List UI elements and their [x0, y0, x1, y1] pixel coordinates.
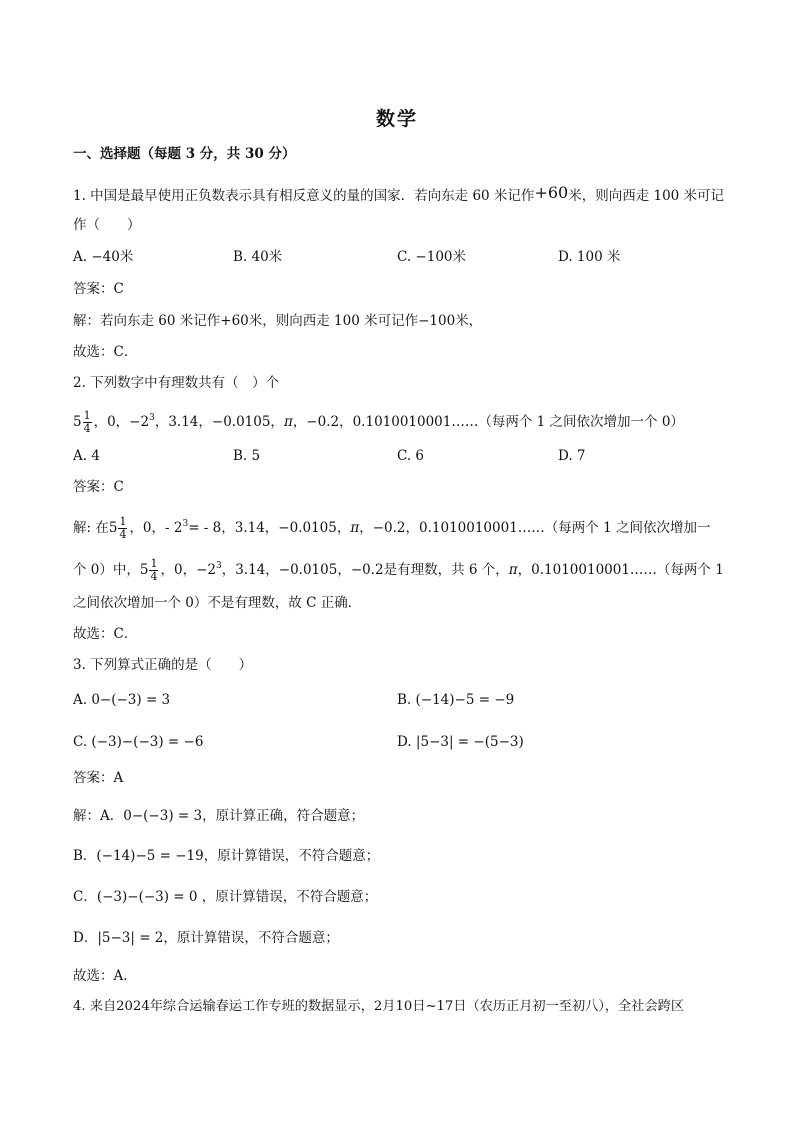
- q2-sol2-text-d: ，0.1010010001……（每两个 1: [517, 562, 724, 578]
- q1-stem-text: 1. 中国是最早使用正负数表示具有相反意义的量的国家．若向东走 60 米记作: [73, 188, 535, 204]
- q2-sol1-exponent: 3: [182, 519, 189, 529]
- q3-conclusion: 故选：A．: [73, 968, 137, 984]
- q2-sol2-exponent: 3: [215, 561, 222, 571]
- q2-number-list: [73, 404, 722, 436]
- q2-sol1-mixed-whole: 5: [108, 520, 118, 536]
- q2-sol1-denominator: 4: [119, 528, 127, 541]
- q3-option-a: A. 0−(−3) = 3: [73, 692, 171, 708]
- q2-sol2-text-c: ，3.14，−0.0105，−0.2是有理数，共 6 个，: [221, 562, 509, 578]
- q2-option-c: C. 6: [397, 448, 425, 464]
- q2-list-text-b: ，3.14，−0.0105，: [154, 414, 284, 430]
- q2-solution-line-1: [73, 510, 722, 542]
- q3-stem: 3. 下列算式正确的是（ ）: [73, 657, 253, 673]
- q2-fraction: [83, 410, 92, 435]
- q2-sol1-text-c: = - 8，3.14，−0.0105，: [188, 520, 351, 536]
- q2-list-pi: π: [283, 414, 293, 430]
- q1-stem-line-2: 作（ ）: [73, 217, 141, 233]
- q2-sol2-pi: π: [508, 562, 518, 578]
- q2-sol1-text-a: 解: 在: [73, 520, 109, 536]
- q1-conclusion: 故选：C．: [73, 344, 138, 360]
- q2-sol2-mixed-whole: 5: [139, 562, 149, 578]
- q2-sol2-text-b: ，0，−2: [160, 562, 216, 578]
- q3-solution-a: 解：A．0−(−3) = 3，原计算正确，符合题意；: [73, 808, 365, 824]
- q2-stem: 2. 下列数字中有理数共有（ ）个: [73, 375, 280, 391]
- q2-answer: 答案：C: [73, 479, 124, 495]
- q2-option-d: D. 7: [558, 448, 586, 464]
- q2-list-text-c: ，−0.2，0.1010010001……（每两个 1 之间依次增加一个 0）: [292, 414, 684, 430]
- q2-option-a: A. 4: [73, 448, 100, 464]
- q3-solution-d: D．|5−3| = 2，原计算错误，不符合题意；: [73, 930, 339, 946]
- q2-fraction-denominator: 4: [83, 422, 91, 435]
- q3-option-c: C. (−3)−(−3) = −6: [73, 734, 204, 750]
- q1-stem-line-1: [73, 183, 725, 206]
- q2-sol1-text-b: ，0，- 2: [129, 520, 183, 536]
- q2-sol2-numerator: 1: [150, 557, 158, 570]
- q1-stem-value: +60: [534, 183, 569, 202]
- q2-sol1-pi: π: [350, 520, 360, 536]
- section-heading: 一、选择题（每题 3 分，共 30 分）: [73, 146, 296, 162]
- q1-solution: 解：若向东走 60 米记作+60米，则向西走 100 米可记作−100米，: [73, 313, 483, 329]
- q3-option-d: D. |5−3| = −(5−3): [397, 734, 524, 750]
- q3-solution-c: C．(−3)−(−3) = 0 ，原计算错误，不符合题意；: [73, 889, 378, 905]
- q1-option-d: D. 100 米: [558, 249, 621, 265]
- q1-option-b: B. 40米: [233, 249, 283, 265]
- q2-list-exponent: 3: [149, 413, 155, 423]
- q1-option-c: C. −100米: [397, 249, 467, 265]
- q2-sol1-numerator: 1: [119, 515, 127, 528]
- q2-sol1-text-d: ，−0.2，0.1010010001……（每两个 1 之间依次增加一: [359, 520, 711, 536]
- q2-solution-line-3: 之间依次增加一个 0）不是有理数，故 C 正确．: [73, 595, 362, 611]
- q3-answer: 答案：A: [73, 770, 124, 786]
- q1-option-a: A. −40米: [73, 249, 134, 265]
- q1-stem-text-b: 米，则向西走 100 米可记: [568, 188, 725, 204]
- q4-stem: 4. 来自2024年综合运输春运工作专班的数据显示，2月10日~17日（农历正月初一至初八），全社会跨区: [73, 999, 685, 1014]
- q2-sol1-fraction: [118, 516, 127, 541]
- q2-conclusion: 故选：C．: [73, 626, 138, 642]
- q1-answer: 答案：C: [73, 281, 124, 297]
- q3-option-b: B. (−14)−5 = −9: [397, 692, 515, 708]
- q2-fraction-numerator: 1: [83, 409, 91, 422]
- q2-mixed-whole: 5: [73, 414, 82, 430]
- q2-solution-line-2: [73, 552, 722, 584]
- q3-solution-b: B．(−14)−5 = −19，原计算错误，不符合题意；: [73, 848, 380, 864]
- q2-sol2-text-a: 个 0）中，: [73, 562, 140, 578]
- q2-option-b: B. 5: [233, 448, 261, 464]
- q2-sol2-fraction: [149, 558, 158, 583]
- q2-list-text-a: ，0，−2: [93, 414, 150, 430]
- page-title: 数学: [375, 108, 418, 130]
- q2-sol2-denominator: 4: [150, 570, 158, 583]
